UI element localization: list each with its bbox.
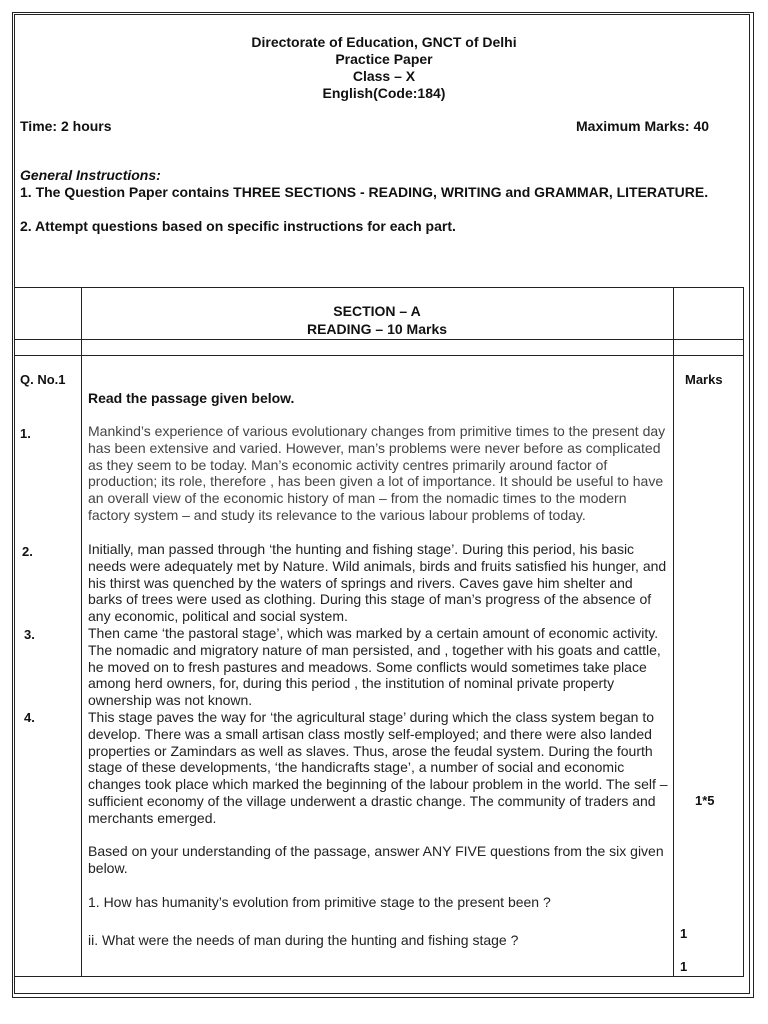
sub-question-2: ii. What were the needs of man during the hunting and fishing stage ? (88, 932, 519, 948)
marks-column-header: Marks (685, 372, 723, 387)
passage-paragraph-2: Initially, man passed through ‘the hunting and fishing stage’. During this period, his basic needs were adequately met by Nature. Wild animals, birds and fruits satisfied his hunger, and his thirst was quenched by the waters of springs and rivers. Caves gave him shelter and barks of trees were used as clothing. During this stage of man’s progress of the absence of any economic, political and social system. (88, 541, 667, 625)
marks-total: 1*5 (695, 793, 715, 808)
header-subject: English(Code:184) (322, 85, 446, 101)
max-marks-label: Maximum Marks: 40 (576, 118, 710, 134)
header-class: Class – X (352, 68, 416, 84)
question-number: Q. No.1 (20, 372, 66, 387)
passage-paragraph-1: Mankind’s experience of various evolutionary changes from primitive times to the present day has been extensive and varied. However, man’s problems were never before as complicated as they seem to be today. Man’s economic activity centres primarily around factor of production; its role, therefore , has been given a lot of importance. It should be useful to have an overall view of the economic history of man – from the nomadic times to the modern factory system – and study its relevance to the various labour problems of today. (88, 423, 666, 523)
passage-prompt: Read the passage given below. (88, 390, 295, 406)
table-row-divider-1 (15, 339, 743, 340)
instruction-item-2: 2. Attempt questions based on specific instructions for each part. (20, 218, 456, 234)
paragraph-label-4: 4. (24, 710, 35, 725)
paragraph-label-3: 3. (24, 627, 35, 642)
passage-task: Based on your understanding of the passage, answer ANY FIVE questions from the six given below. (88, 843, 664, 876)
section-title: SECTION – A (333, 303, 421, 319)
time-label: Time: 2 hours (20, 118, 112, 134)
mark-sub-question-1: 1 (680, 926, 688, 941)
passage-paragraph-3: Then came ‘the pastoral stage’, which was marked by a certain amount of economic activity. The nomadic and migratory nature of man persisted, and , together with his goats and cattle, he moved on to fresh pastures and meadows. Some conflicts would sometimes take place among herd owners, for, during this period , the institution of nominal private property ownership was not known. (88, 625, 661, 709)
paragraph-label-1: 1. (20, 426, 31, 441)
table-col-divider-left (81, 288, 82, 976)
sub-question-1: 1. How has humanity’s evolution from primitive stage to the present been ? (88, 894, 551, 910)
table-row-divider-2 (15, 355, 743, 356)
instructions-title: General Instructions: (20, 167, 161, 183)
instruction-item-1: 1. The Question Paper contains THREE SECTIONS - READING, WRITING and GRAMMAR, LITERATURE. (20, 184, 709, 200)
section-subtitle: READING – 10 Marks (306, 321, 448, 337)
passage-paragraph-4: This stage paves the way for ‘the agricultural stage’ during which the class system began to develop. There was a small artisan class mostly self-employed; and there were also landed properties or Zamindars as well as slaves. Thus, arose the feudal system. During the fourth stage of these developments, ‘the handicrafts stage’, a number of social and economic changes took place which marked the beginning of the labour problem in the world. The self – sufficient economy of the village underwent a drastic change. The community of traders and merchants emerged. (88, 709, 668, 826)
header-practice-paper: Practice Paper (335, 51, 433, 67)
paragraph-label-2: 2. (22, 544, 33, 559)
mark-sub-question-2: 1 (680, 959, 688, 974)
table-col-divider-right (673, 288, 674, 976)
header-directorate: Directorate of Education, GNCT of Delhi (251, 34, 517, 50)
